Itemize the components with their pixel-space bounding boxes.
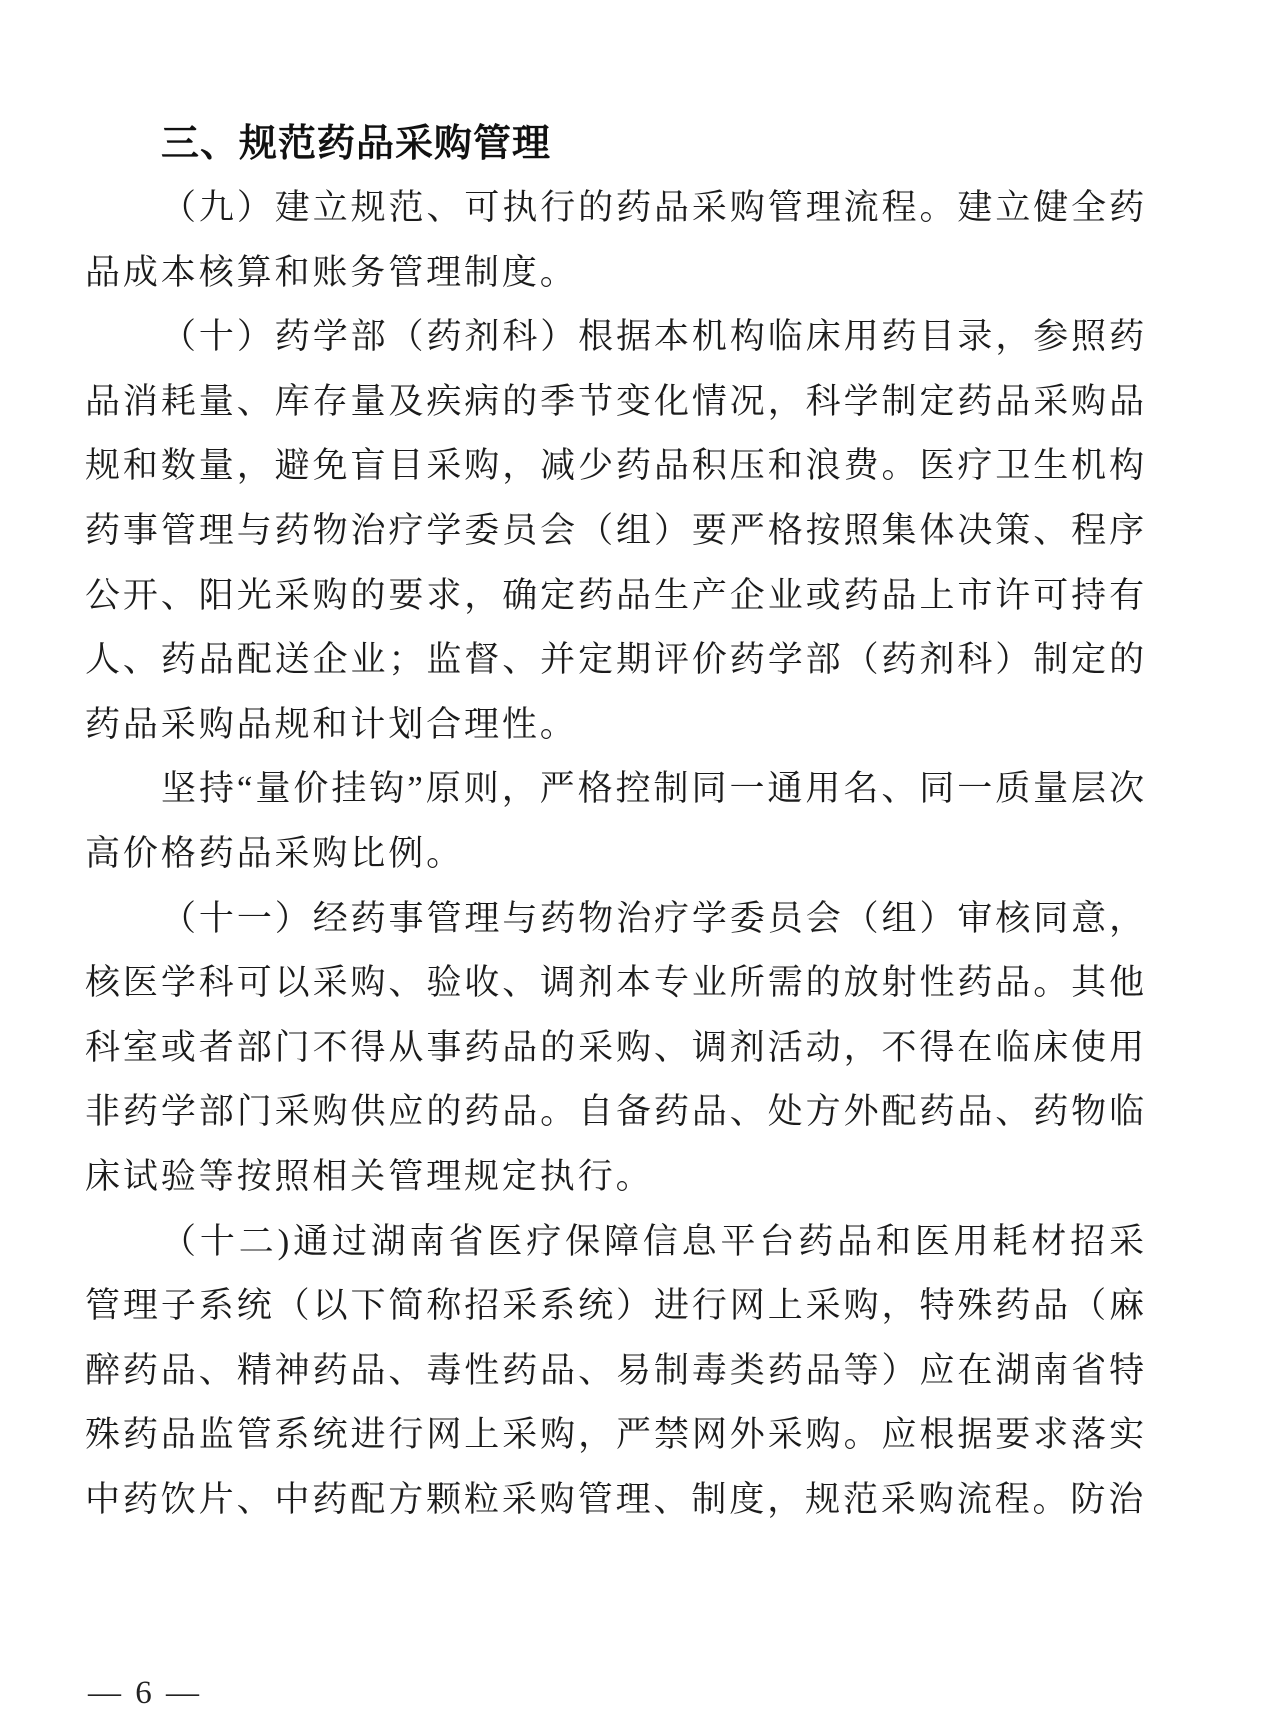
document-page bbox=[85, 112, 1147, 1532]
body-paragraph: （十一）经药事管理与药物治疗学委员会（组）审核同意，核医学科可以采购、验收、调剂本专业所需的放射性药品。其他科室或者部门不得从事药品的采购、调剂活动，不得在临床使用非药学部门采购供应的药品。自备药品、处方外配药品、药物临床试验等按照相关管理规定执行。 bbox=[85, 898, 1147, 1196]
page-number: — 6 — bbox=[88, 1675, 202, 1711]
document-body bbox=[85, 176, 1147, 1532]
body-paragraph: （十）药学部（药剂科）根据本机构临床用药目录，参照药品消耗量、库存量及疾病的季节变化情况，科学制定药品采购品规和数量，避免盲目采购，减少药品积压和浪费。医疗卫生机构药事管理与药物治疗学委员会（组）要严格按照集体决策、程序公开、阳光采购的要求，确定药品生产企业或药品上市许可持有人、药品配送企业；监督、并定期评价药学部（药剂科）制定的药品采购品规和计划合理性。 bbox=[85, 317, 1147, 744]
body-paragraph: （九）建立规范、可执行的药品采购管理流程。建立健全药品成本核算和账务管理制度。 bbox=[85, 188, 1147, 292]
body-paragraph: 坚持“量价挂钩”原则，严格控制同一通用名、同一质量层次高价格药品采购比例。 bbox=[85, 769, 1147, 873]
section-heading: 三、规范药品采购管理 bbox=[161, 123, 552, 165]
body-paragraph: （十二)通过湖南省医疗保障信息平台药品和医用耗材招采管理子系统（以下简称招采系统）进行网上采购，特殊药品（麻醉药品、精神药品、毒性药品、易制毒类药品等）应在湖南省特殊药品监管系统进行网上采购，严禁网外采购。应根据要求落实中药饮片、中药配方颗粒采购管理、制度，规范采购流程。防治 bbox=[85, 1221, 1147, 1519]
